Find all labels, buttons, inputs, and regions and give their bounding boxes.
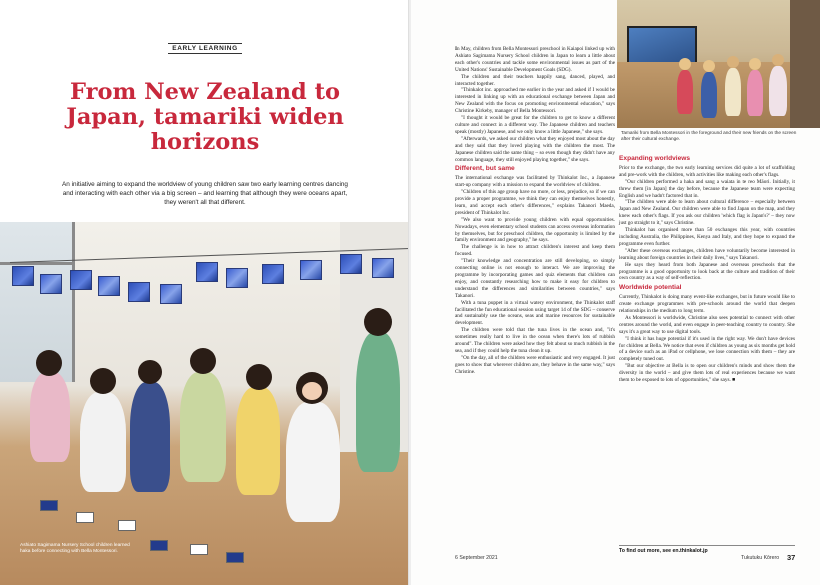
right-page bbox=[411, 0, 820, 585]
paragraph: With a tuna puppet in a virtual watery environment, the Thinkalot staff facilitated the fun educational session using target 14 of the SDG – conserve and sustainably use the oceans, seas and marine resources for sustainable development. bbox=[455, 299, 615, 327]
paragraph: "Thinkalot inc. approached me earlier in the year and asked if I would be interested in linking up with an educational exchange between Japan and New Zealand with the focus on promoting environmental education," says Christine Kirkeby, manager of Bella Montessori. bbox=[455, 87, 615, 115]
footer-date: 6 September 2021 bbox=[455, 555, 498, 561]
paragraph: Currently, Thinkalot is doing many event-like exchanges, but in future would like to create exchange programmes with pre-schools around the world that deepen relationships in the medium to long term. bbox=[619, 294, 795, 315]
child-head bbox=[36, 350, 62, 376]
paragraph: He says they heard from both Japanese and overseas preschools that the programme is a good opportunity to look back at the culture and tradition of their own country as a way of self-reflection. bbox=[619, 261, 795, 282]
bunting-flag bbox=[40, 274, 62, 294]
paragraph: "The children were able to learn about cultural difference – especially between Japan and New Zealand. Our children were able to find Japan on the map, and they knew each other's flags. If you ask our children 'which flag is Japan's?' – they now just go straight to it," says Christine. bbox=[619, 199, 795, 227]
child-head bbox=[703, 60, 715, 72]
child-head bbox=[190, 348, 216, 374]
teacher-figure bbox=[356, 332, 400, 472]
paragraph: "On the day, all of the children were enthusiastic and very engaged. It just goes to show that wherever children are, they behave in the same way," says Christine. bbox=[455, 354, 615, 375]
bunting-flag bbox=[226, 268, 248, 288]
photo-door bbox=[790, 0, 820, 128]
main-photo bbox=[0, 222, 410, 585]
footer-magazine-name: Tukutuku Kōrero bbox=[741, 555, 780, 561]
floor-flag bbox=[226, 552, 244, 563]
paragraph: "But our objective at Bella is to open our children's minds and show them the diversity in the world – and give them lots of real experiences because we want them to be exposed to lots of opportunities," she says. ■ bbox=[619, 363, 795, 384]
child-figure bbox=[236, 387, 280, 495]
paragraph: Thinkalot has organised more than 50 exchanges this year, with countries including Australia, the Philippines, Kenya and Italy, and they hope to expand the programme even further. bbox=[619, 227, 795, 247]
paragraph: Prior to the exchange, the two early learning services did quite a lot of scaffolding and pre-work with the children, with activities like making each other's flags. bbox=[619, 164, 795, 178]
child-head bbox=[749, 58, 761, 70]
bunting-flag bbox=[98, 276, 120, 296]
headline: From New Zealand to Japan, tamariki widen horizons bbox=[66, 79, 344, 155]
paragraph: "I think it has huge potential if it's used in the right way. We don't have devices for children at Bella. We notice that even if children as young as six months get hold of a device such as an iPad or cellphone, we lose connection with them – they are completely tuned out. bbox=[619, 335, 795, 363]
paragraph: As Montessori is worldwide, Christine also sees potential to connect with other centres around the world, and even engage in peer-teaching country to country. She says it's a great way to use digital tools. bbox=[619, 314, 795, 335]
child-figure bbox=[180, 372, 226, 482]
child-figure bbox=[725, 68, 741, 116]
paragraph: "I thought it would be great for the children to get to know a different culture and connect in a different way. The Japanese children and teachers speak (mostly) Japanese, and we only know a little Japanese," she says. bbox=[455, 115, 615, 135]
section-label: EARLY LEARNING bbox=[0, 45, 410, 52]
article-column-2 bbox=[619, 153, 795, 384]
child-figure bbox=[130, 382, 170, 492]
bunting-flag bbox=[12, 266, 34, 286]
child-head bbox=[138, 360, 162, 384]
floor-flag bbox=[40, 500, 58, 511]
paragraph: "Our children performed a haka and sang a waiata in te reo Māori. Initially, it threw them [in Japan] the day before, because the Japanese team were expecting English and we hadn't factored that in. bbox=[619, 178, 795, 199]
child-head bbox=[772, 54, 784, 66]
subheading: Worldwide potential bbox=[619, 284, 682, 292]
bunting-flag bbox=[196, 262, 218, 282]
child-figure bbox=[30, 372, 70, 462]
child-figure bbox=[701, 72, 717, 118]
paragraph: "We also want to provide young children with equal opportunities. Nowadays, even elementary school students can access overseas information by themselves, but for preschool children, the opportunity is limited by the family environment and geography," he says. bbox=[455, 216, 615, 244]
main-photo-caption: Ashiato Sagimama Nursery School children learned haka before connecting with Bella Montessori. bbox=[20, 543, 130, 555]
subheading: Expanding worldviews bbox=[619, 155, 691, 162]
paragraph: "Afterwards, we asked our children what they enjoyed most about the day and they said that they loved playing with the children the most. The Japanese children said the same thing – so even though they didn't have any common language, they still enjoyed playing together," she says. bbox=[455, 135, 615, 163]
child-head bbox=[246, 364, 272, 390]
child-head bbox=[90, 368, 116, 394]
bunting-flag bbox=[128, 282, 150, 302]
bunting-flag bbox=[262, 264, 284, 284]
paragraph: "After these overseas exchanges, children have voluntarily become interested in learning about foreign countries in their daily lives," says Takanori. bbox=[619, 247, 795, 261]
floor-flag bbox=[118, 520, 136, 531]
child-figure bbox=[286, 402, 340, 522]
paragraph: The international exchange was facilitated by Thinkalot Inc., a Japanese start-up company with a mission to expand the worldview of children. bbox=[455, 175, 615, 189]
child-figure bbox=[769, 66, 787, 116]
child-head bbox=[727, 56, 739, 68]
paragraph: The children were told that the tuna lives in the ocean and, "it's sometimes really hard to live in the ocean when there's lots of rubbish around". The children were asked how they felt about so much rubbish in the sea, and if they could help the tuna clean it up. bbox=[455, 327, 615, 354]
teacher-head bbox=[364, 308, 392, 336]
floor-flag bbox=[190, 544, 208, 555]
secondary-photo bbox=[617, 0, 820, 128]
floor-flag bbox=[150, 540, 168, 551]
standfirst: An initiative aiming to expand the worldview of young children saw two early learning centres dancing and interacting with each other via a big screen – and learning that although they were oceans apart, they weren't all that different. bbox=[62, 181, 348, 206]
bunting-flag bbox=[340, 254, 362, 274]
secondary-photo-caption: Tamariki from Bella Montessori in the foreground and their new friends on the screen after their cultural exchange. bbox=[621, 130, 797, 141]
paragraph: The children and their teachers happily sang, danced, played, and interacted together. bbox=[455, 73, 615, 87]
bunting-flag bbox=[372, 258, 394, 278]
bunting-flag bbox=[70, 270, 92, 290]
subheading: Different, but same bbox=[455, 165, 515, 173]
child-figure bbox=[80, 392, 126, 492]
paragraph: "Children of this age group have no more, or less, prejudice, so if we can provide a proper programme, we think they can enjoy themselves honestly, learn, and accept each other's differences," explains Takanori Maeda, president of Thinkalot Inc. bbox=[455, 189, 615, 216]
paragraph: "Their knowledge and concentration are still developing, so simply connecting online is not enough to interact. We are improving the programme by incorporating games and quiz elements that children can enjoy, and constantly researching how to make it easy for children to understand the differences and similarities between countries," says Takanori. bbox=[455, 258, 615, 299]
child-figure bbox=[677, 70, 693, 114]
page-number: 37 bbox=[787, 553, 796, 562]
child-head bbox=[679, 58, 691, 70]
article-column-1 bbox=[455, 46, 615, 376]
bunting-flag bbox=[300, 260, 322, 280]
floor-flag bbox=[76, 512, 94, 523]
child-face bbox=[302, 382, 322, 400]
bunting-flag bbox=[160, 284, 182, 304]
paragraph: The challenge is in how to attract children's interest and keep them focused. bbox=[455, 244, 615, 258]
find-out-more-link[interactable]: To find out more, see en.thinkalot.jp bbox=[619, 545, 795, 554]
child-figure bbox=[747, 70, 763, 116]
intro-paragraph: In May, children from Bella Montessori preschool in Kaiapoi linked up with Ashiato Sagimama Nursery School children in Japan to learn a little about each other's countries and tackle some environmental issues as part of the United Nations' Sustainable Development Goals (SDG). bbox=[455, 46, 615, 73]
